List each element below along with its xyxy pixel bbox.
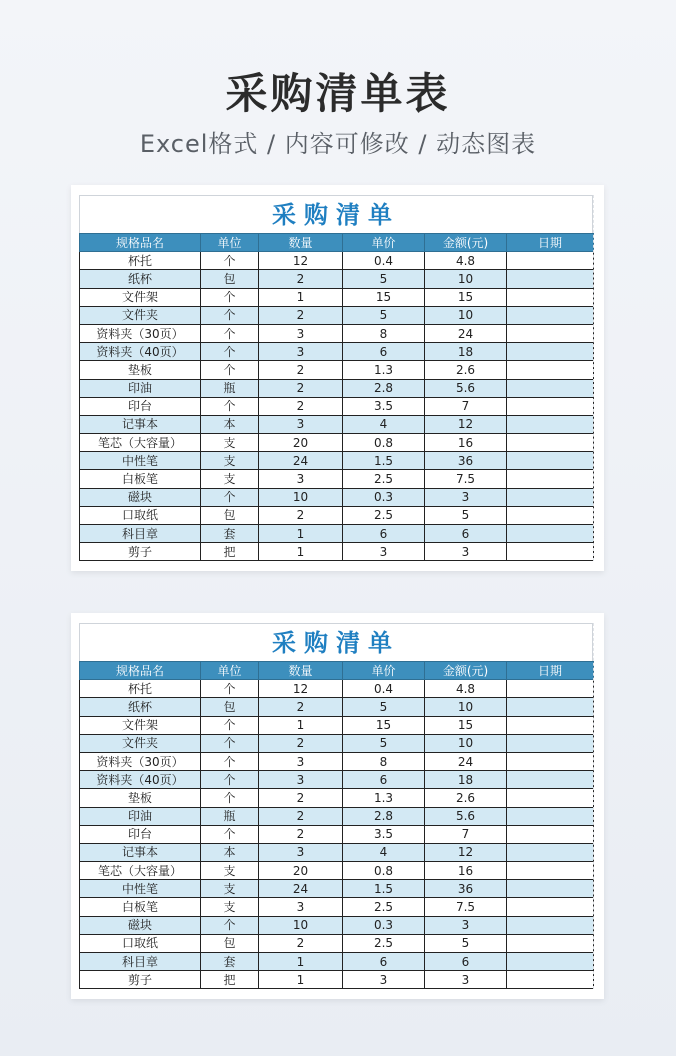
table-cell: 4: [343, 843, 425, 861]
table-row: [80, 789, 594, 807]
table-cell: 18: [425, 343, 507, 361]
table-cell: [507, 807, 594, 825]
table-cell: 记事本: [80, 415, 201, 433]
table-cell: 3: [259, 752, 343, 770]
table-cell: 资料夹（40页）: [80, 771, 201, 789]
table-row: [80, 807, 594, 825]
table-cell: 6: [343, 525, 425, 543]
table-cell: 2.5: [343, 898, 425, 916]
table-cell: [507, 525, 594, 543]
table-cell: 包: [201, 506, 259, 524]
table-cell: 印台: [80, 397, 201, 415]
table-row: [80, 680, 594, 698]
table-cell: 4: [343, 415, 425, 433]
table-cell: [507, 415, 594, 433]
table-cell: 2.8: [343, 379, 425, 397]
table-cell: 纸杯: [80, 270, 201, 288]
page-header: [0, 66, 676, 160]
column-header: 规格品名: [80, 662, 201, 680]
table-cell: 中性笔: [80, 452, 201, 470]
table-cell: 15: [343, 288, 425, 306]
table-row: [80, 771, 594, 789]
table-cell: 16: [425, 434, 507, 452]
table-cell: 2.5: [343, 934, 425, 952]
table-cell: 包: [201, 698, 259, 716]
table-cell: 个: [201, 734, 259, 752]
table-cell: 2: [259, 825, 343, 843]
table-cell: 5: [425, 506, 507, 524]
table-cell: 4.8: [425, 680, 507, 698]
table-cell: 3: [259, 470, 343, 488]
table-cell: 2: [259, 361, 343, 379]
table-cell: 1: [259, 953, 343, 971]
table-cell: [507, 379, 594, 397]
table-row: [80, 506, 594, 524]
table-cell: 个: [201, 789, 259, 807]
table-cell: 36: [425, 452, 507, 470]
table-cell: 12: [259, 252, 343, 270]
table-cell: 1.3: [343, 361, 425, 379]
table-cell: 支: [201, 470, 259, 488]
table-cell: 7: [425, 825, 507, 843]
table-cell: 8: [343, 752, 425, 770]
table-row: [80, 415, 594, 433]
table-row: [80, 488, 594, 506]
table-cell: [507, 434, 594, 452]
table-cell: [507, 270, 594, 288]
table-row: [80, 934, 594, 952]
table-cell: [507, 771, 594, 789]
table-row: [80, 288, 594, 306]
table-cell: 笔芯（大容量）: [80, 434, 201, 452]
table-cell: 2: [259, 807, 343, 825]
table-cell: 2: [259, 934, 343, 952]
table-cell: 文件夹: [80, 734, 201, 752]
table-cell: 1: [259, 543, 343, 561]
table-cell: 2: [259, 789, 343, 807]
table-cell: 2: [259, 698, 343, 716]
table-cell: 剪子: [80, 543, 201, 561]
table-cell: 3: [425, 543, 507, 561]
table-cell: [507, 716, 594, 734]
table-row: [80, 270, 594, 288]
table-cell: 个: [201, 306, 259, 324]
table-cell: 支: [201, 880, 259, 898]
table-cell: 支: [201, 452, 259, 470]
table-cell: 0.3: [343, 488, 425, 506]
table-cell: 瓶: [201, 379, 259, 397]
table-cell: [507, 252, 594, 270]
table-cell: [507, 971, 594, 989]
table-cell: 1: [259, 288, 343, 306]
table-cell: [507, 361, 594, 379]
table-row: [80, 734, 594, 752]
table-cell: 5: [343, 306, 425, 324]
table-cell: [507, 862, 594, 880]
table-cell: [507, 288, 594, 306]
table-cell: 3: [425, 971, 507, 989]
table-cell: 个: [201, 752, 259, 770]
page-title: 采购清单表: [225, 69, 451, 118]
table-cell: 科目章: [80, 953, 201, 971]
sheet-title: 采购清单: [79, 195, 593, 233]
table-cell: [507, 698, 594, 716]
spreadsheet-preview-1: [71, 185, 604, 571]
table-cell: 0.4: [343, 252, 425, 270]
table-cell: 印台: [80, 825, 201, 843]
table-cell: 个: [201, 361, 259, 379]
table-cell: 10: [425, 698, 507, 716]
table-cell: 个: [201, 716, 259, 734]
table-cell: 3: [425, 488, 507, 506]
table-cell: 7.5: [425, 898, 507, 916]
table-cell: 个: [201, 343, 259, 361]
table-row: [80, 470, 594, 488]
table-row: [80, 880, 594, 898]
table-cell: 1: [259, 971, 343, 989]
table-row: [80, 752, 594, 770]
table-cell: 把: [201, 543, 259, 561]
table-row: [80, 525, 594, 543]
table-cell: 支: [201, 898, 259, 916]
table-cell: 20: [259, 434, 343, 452]
table-cell: 资料夹（30页）: [80, 324, 201, 342]
table-cell: 10: [259, 488, 343, 506]
table-cell: [507, 953, 594, 971]
table-cell: 垫板: [80, 361, 201, 379]
table-cell: 0.8: [343, 862, 425, 880]
table-cell: [507, 397, 594, 415]
table-cell: 个: [201, 397, 259, 415]
column-header: 单位: [201, 662, 259, 680]
table-cell: 10: [259, 916, 343, 934]
table-header-row: [80, 662, 594, 680]
table-cell: 24: [259, 880, 343, 898]
table-cell: 0.4: [343, 680, 425, 698]
purchase-table: [79, 233, 594, 561]
table-cell: 个: [201, 825, 259, 843]
table-cell: 白板笔: [80, 470, 201, 488]
table-cell: 文件架: [80, 716, 201, 734]
table-cell: 科目章: [80, 525, 201, 543]
column-header: 金额(元): [425, 234, 507, 252]
table-cell: 2: [259, 306, 343, 324]
table-cell: 2.6: [425, 789, 507, 807]
table-cell: 笔芯（大容量）: [80, 862, 201, 880]
table-cell: 1.5: [343, 880, 425, 898]
table-cell: 2.6: [425, 361, 507, 379]
column-header: 日期: [507, 234, 594, 252]
table-cell: 套: [201, 525, 259, 543]
column-header: 数量: [259, 234, 343, 252]
table-cell: 包: [201, 934, 259, 952]
table-cell: 2.8: [343, 807, 425, 825]
table-cell: 1: [259, 716, 343, 734]
table-row: [80, 361, 594, 379]
table-cell: 个: [201, 771, 259, 789]
table-cell: 2.5: [343, 470, 425, 488]
table-cell: 1: [259, 525, 343, 543]
table-row: [80, 434, 594, 452]
table-cell: 2: [259, 379, 343, 397]
table-cell: 5: [343, 698, 425, 716]
table-cell: [507, 880, 594, 898]
table-cell: 2: [259, 506, 343, 524]
table-cell: 个: [201, 252, 259, 270]
table-body: [80, 252, 594, 561]
table-cell: 15: [425, 288, 507, 306]
table-cell: 白板笔: [80, 898, 201, 916]
table-body: [80, 680, 594, 989]
table-row: [80, 843, 594, 861]
table-row: [80, 862, 594, 880]
table-cell: 8: [343, 324, 425, 342]
table-row: [80, 898, 594, 916]
column-header: 数量: [259, 662, 343, 680]
table-cell: 3.5: [343, 397, 425, 415]
table-row: [80, 452, 594, 470]
table-cell: 3: [259, 771, 343, 789]
table-cell: 6: [343, 771, 425, 789]
column-header: 规格品名: [80, 234, 201, 252]
table-cell: [507, 306, 594, 324]
table-cell: 18: [425, 771, 507, 789]
table-cell: 印油: [80, 807, 201, 825]
table-row: [80, 397, 594, 415]
table-cell: 10: [425, 306, 507, 324]
table-row: [80, 698, 594, 716]
table-row: [80, 324, 594, 342]
table-cell: 资料夹（40页）: [80, 343, 201, 361]
table-cell: 中性笔: [80, 880, 201, 898]
spreadsheet-preview-2: [71, 613, 604, 999]
table-cell: 20: [259, 862, 343, 880]
table-cell: 24: [259, 452, 343, 470]
table-row: [80, 306, 594, 324]
table-cell: 把: [201, 971, 259, 989]
table-cell: [507, 916, 594, 934]
table-cell: 个: [201, 916, 259, 934]
table-cell: 6: [425, 953, 507, 971]
table-cell: 文件夹: [80, 306, 201, 324]
table-cell: 磁块: [80, 488, 201, 506]
table-cell: [507, 470, 594, 488]
table-cell: 0.3: [343, 916, 425, 934]
table-cell: [507, 752, 594, 770]
table-cell: 0.8: [343, 434, 425, 452]
table-cell: 5: [343, 270, 425, 288]
column-header: 单价: [343, 234, 425, 252]
table-cell: 个: [201, 680, 259, 698]
table-row: [80, 953, 594, 971]
table-cell: 12: [425, 843, 507, 861]
table-cell: 3: [259, 324, 343, 342]
table-cell: 个: [201, 324, 259, 342]
table-cell: 7: [425, 397, 507, 415]
table-cell: 口取纸: [80, 506, 201, 524]
table-cell: [507, 543, 594, 561]
table-cell: [507, 934, 594, 952]
table-cell: 磁块: [80, 916, 201, 934]
table-cell: 6: [425, 525, 507, 543]
table-cell: 记事本: [80, 843, 201, 861]
table-cell: 2: [259, 270, 343, 288]
sheet-title: 采购清单: [79, 623, 593, 661]
table-cell: 套: [201, 953, 259, 971]
table-cell: 16: [425, 862, 507, 880]
table-cell: 3: [259, 415, 343, 433]
table-cell: [507, 789, 594, 807]
table-cell: 支: [201, 434, 259, 452]
table-row: [80, 252, 594, 270]
table-cell: 个: [201, 488, 259, 506]
table-cell: 1.5: [343, 452, 425, 470]
table-cell: [507, 324, 594, 342]
table-row: [80, 825, 594, 843]
table-cell: 瓶: [201, 807, 259, 825]
table-row: [80, 916, 594, 934]
table-cell: 3: [259, 343, 343, 361]
table-cell: [507, 843, 594, 861]
table-cell: [507, 452, 594, 470]
table-cell: 本: [201, 843, 259, 861]
table-cell: 资料夹（30页）: [80, 752, 201, 770]
table-cell: 1.3: [343, 789, 425, 807]
table-cell: 5: [425, 934, 507, 952]
table-cell: 3: [343, 543, 425, 561]
table-cell: 文件架: [80, 288, 201, 306]
table-cell: 6: [343, 953, 425, 971]
table-cell: 本: [201, 415, 259, 433]
table-cell: [507, 734, 594, 752]
table-cell: 个: [201, 288, 259, 306]
column-header: 单位: [201, 234, 259, 252]
table-cell: 10: [425, 270, 507, 288]
table-cell: [507, 898, 594, 916]
table-row: [80, 716, 594, 734]
table-cell: 5.6: [425, 807, 507, 825]
table-cell: 杯托: [80, 252, 201, 270]
table-cell: 3: [425, 916, 507, 934]
table-cell: 6: [343, 343, 425, 361]
table-cell: 5: [343, 734, 425, 752]
table-cell: [507, 825, 594, 843]
table-cell: 印油: [80, 379, 201, 397]
table-header-row: [80, 234, 594, 252]
table-cell: [507, 680, 594, 698]
table-cell: [507, 343, 594, 361]
table-cell: 12: [259, 680, 343, 698]
table-cell: 3: [343, 971, 425, 989]
table-cell: 2: [259, 397, 343, 415]
table-cell: 垫板: [80, 789, 201, 807]
table-cell: 12: [425, 415, 507, 433]
table-cell: 2: [259, 734, 343, 752]
table-cell: 包: [201, 270, 259, 288]
column-header: 金额(元): [425, 662, 507, 680]
table-cell: 24: [425, 324, 507, 342]
table-cell: 36: [425, 880, 507, 898]
table-cell: 2.5: [343, 506, 425, 524]
table-cell: 3.5: [343, 825, 425, 843]
table-cell: 纸杯: [80, 698, 201, 716]
table-cell: 10: [425, 734, 507, 752]
table-row: [80, 971, 594, 989]
page-subtitle: Excel格式 / 内容可修改 / 动态图表: [139, 130, 537, 158]
table-cell: 3: [259, 898, 343, 916]
table-cell: 15: [343, 716, 425, 734]
table-cell: 4.8: [425, 252, 507, 270]
table-cell: 支: [201, 862, 259, 880]
table-cell: 24: [425, 752, 507, 770]
table-cell: [507, 506, 594, 524]
table-cell: 3: [259, 843, 343, 861]
table-cell: 口取纸: [80, 934, 201, 952]
table-row: [80, 379, 594, 397]
purchase-table: [79, 661, 594, 989]
table-cell: 15: [425, 716, 507, 734]
column-header: 日期: [507, 662, 594, 680]
table-cell: 剪子: [80, 971, 201, 989]
table-cell: 5.6: [425, 379, 507, 397]
table-row: [80, 343, 594, 361]
table-row: [80, 543, 594, 561]
table-cell: 杯托: [80, 680, 201, 698]
table-cell: [507, 488, 594, 506]
table-cell: 7.5: [425, 470, 507, 488]
column-header: 单价: [343, 662, 425, 680]
